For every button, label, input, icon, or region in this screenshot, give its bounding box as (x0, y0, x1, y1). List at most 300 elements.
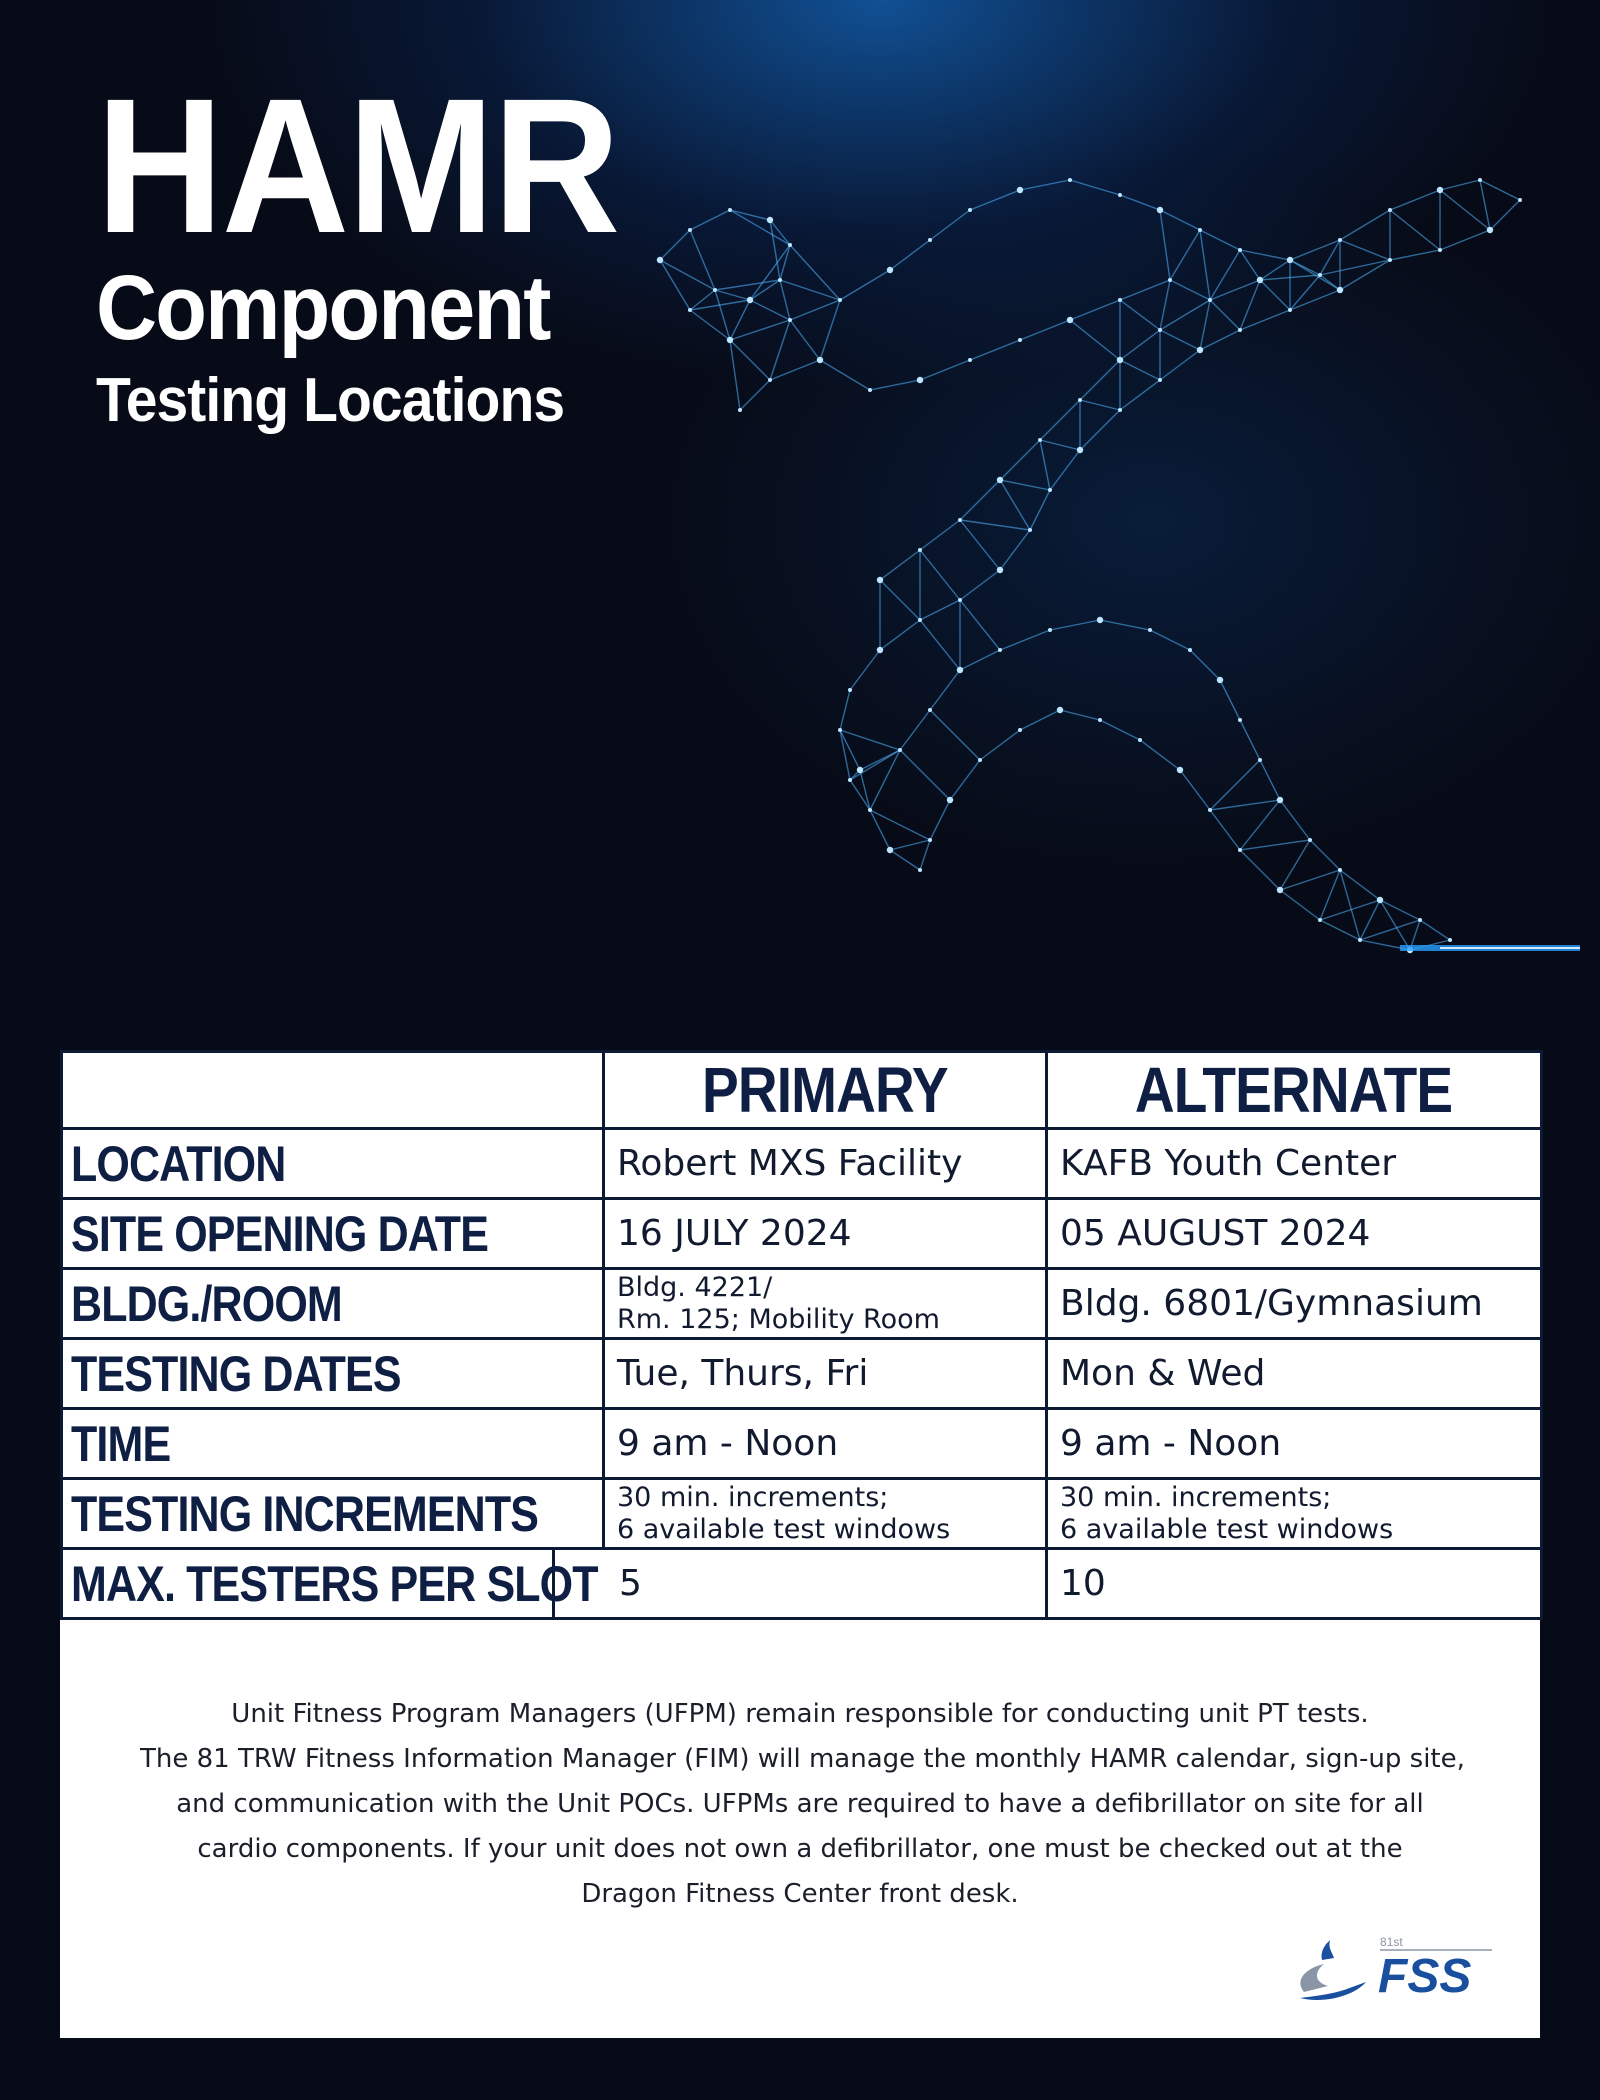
runner-mesh-node (1388, 258, 1392, 262)
runner-mesh-line (1020, 710, 1060, 730)
runner-mesh-node (958, 518, 962, 522)
runner-mesh-line (1280, 800, 1310, 840)
runner-mesh-line (1040, 440, 1080, 450)
runner-mesh-node (877, 647, 883, 653)
runner-mesh-line (960, 570, 1000, 600)
runner-mesh-node (838, 728, 842, 732)
runner-mesh-line (1280, 840, 1310, 890)
runner-mesh-node (1078, 398, 1082, 402)
table-row (62, 1549, 1542, 1619)
runner-mesh-node (1177, 767, 1183, 773)
runner-mesh-node (768, 378, 772, 382)
runner-mesh-line (1420, 920, 1450, 940)
runner-mesh-line (960, 600, 1000, 650)
runner-mesh-line (1120, 300, 1160, 330)
runner-mesh-line (930, 210, 970, 240)
primary-time: 9 am - Noon (604, 1409, 1047, 1479)
runner-mesh-line (1160, 210, 1170, 280)
runner-mesh-line (1060, 710, 1100, 720)
runner-mesh-line (960, 520, 1000, 570)
runner-mesh-node (778, 278, 782, 282)
runner-mesh-line (790, 320, 820, 360)
runner-mesh-line (660, 230, 690, 260)
alternate-increments (1047, 1479, 1542, 1549)
runner-mesh-node (968, 358, 972, 362)
runner-mesh-line (1290, 290, 1340, 310)
runner-mesh-node (1198, 228, 1202, 232)
runner-mesh-node (1258, 758, 1262, 762)
runner-mesh-line (1260, 760, 1280, 800)
runner-mesh-node (1097, 617, 1103, 623)
runner-mesh-line (930, 710, 980, 760)
runner-mesh-node (1158, 328, 1162, 332)
runner-mesh-line (690, 310, 730, 340)
runner-mesh-node (1048, 488, 1052, 492)
notice-line-3: and communication with the Unit POCs. UFPMs are required to have a defibrillator on site for all (176, 1789, 1424, 1819)
runner-mesh-line (770, 320, 790, 380)
runner-mesh-line (1160, 330, 1200, 350)
runner-mesh-node (1208, 298, 1212, 302)
runner-mesh-node (868, 808, 872, 812)
runner-mesh-node (1438, 248, 1442, 252)
runner-mesh-line (1000, 440, 1040, 480)
runner-mesh-node (1118, 298, 1122, 302)
runner-mesh-line (1160, 280, 1170, 330)
runner-mesh-line (980, 730, 1020, 760)
table-row (62, 1269, 1542, 1339)
runner-mesh-line (1340, 870, 1380, 900)
alternate-opening-date: 05 AUGUST 2024 (1047, 1199, 1542, 1269)
runner-mesh-node (713, 288, 717, 292)
primary-opening-date: 16 JULY 2024 (604, 1199, 1047, 1269)
runner-mesh-node (688, 308, 692, 312)
runner-mesh-node (1098, 718, 1102, 722)
primary-max-testers-value: 5 (619, 1563, 642, 1604)
primary-testing-dates: Tue, Thurs, Fri (604, 1339, 1047, 1409)
runner-mesh-node (968, 208, 972, 212)
column-header-primary: PRIMARY (604, 1052, 1047, 1129)
runner-mesh-line (960, 480, 1000, 520)
runner-mesh-line (950, 760, 980, 800)
runner-mesh-node (918, 548, 922, 552)
runner-mesh-line (1390, 190, 1440, 210)
runner-mesh-node (1418, 918, 1422, 922)
runner-mesh-line (1020, 320, 1070, 340)
info-card (60, 1050, 1540, 2038)
runner-mesh-node (1077, 447, 1083, 453)
runner-mesh-line (1440, 180, 1480, 190)
runner-mesh-line (840, 730, 850, 780)
runner-mesh-node (917, 377, 923, 383)
runner-mesh-line (1290, 260, 1320, 275)
runner-mesh-line (1000, 530, 1030, 570)
runner-mesh-line (1080, 410, 1120, 450)
primary-bldg-line1: Bldg. 4221/ (617, 1272, 773, 1304)
runner-mesh-line (1240, 850, 1280, 890)
title-component: Component (96, 257, 550, 359)
runner-mesh-line (920, 600, 960, 620)
row-label-bldg-room: BLDG./ROOM (62, 1269, 604, 1339)
runner-mesh-line (790, 300, 840, 320)
runner-mesh-line (1340, 240, 1390, 260)
runner-mesh-line (1210, 760, 1260, 810)
runner-mesh-line (1120, 330, 1160, 360)
table-corner-cell (62, 1052, 604, 1129)
runner-mesh-line (1070, 320, 1120, 360)
runner-mesh-node (1118, 193, 1122, 197)
runner-mesh-line (1070, 300, 1120, 320)
runner-mesh-line (870, 380, 920, 390)
runner-mesh-line (860, 770, 870, 810)
fss-logo (1284, 1930, 1504, 2010)
runner-mesh-node (1238, 848, 1242, 852)
table-row (62, 1199, 1542, 1269)
runner-mesh-line (1170, 280, 1210, 300)
runner-mesh-line (1120, 360, 1160, 380)
runner-mesh-node (1277, 797, 1283, 803)
runner-mesh-node (1028, 528, 1032, 532)
runner-mesh-node (857, 767, 863, 773)
runner-mesh-line (1080, 360, 1120, 400)
runner-mesh-line (690, 230, 715, 290)
runner-mesh-line (1200, 300, 1210, 350)
runner-mesh-node (1158, 378, 1162, 382)
runner-mesh-node (1157, 207, 1163, 213)
runner-mesh-line (1290, 240, 1340, 260)
runner-mesh-node (1238, 248, 1242, 252)
runner-mesh-line (1240, 720, 1260, 760)
runner-mesh-node (1518, 198, 1522, 202)
runner-mesh-node (1217, 677, 1223, 683)
runner-mesh-node (1197, 347, 1203, 353)
runner-mesh-node (788, 318, 792, 322)
primary-increments (604, 1479, 1047, 1549)
alternate-increments-line1: 30 min. increments; (1060, 1482, 1332, 1514)
runner-mesh-line (1320, 240, 1340, 275)
runner-mesh-node (1338, 868, 1342, 872)
runner-mesh-line (1320, 870, 1340, 920)
runner-mesh-line (930, 800, 950, 840)
runner-mesh-line (970, 190, 1020, 210)
runner-mesh-line (715, 290, 730, 340)
runner-mesh-node (887, 267, 893, 273)
primary-increments-line1: 30 min. increments; (617, 1482, 889, 1514)
runner-mesh-line (1210, 810, 1240, 850)
runner-mesh-line (1030, 490, 1050, 530)
runner-mesh-line (1040, 400, 1080, 440)
row-label-location: LOCATION (62, 1129, 604, 1199)
runner-mesh-line (820, 360, 870, 390)
runner-mesh-line (1120, 195, 1160, 210)
runner-mesh-node (887, 847, 893, 853)
runner-mesh-line (1320, 920, 1360, 940)
runner-mesh-line (850, 650, 880, 690)
runner-mesh-node (877, 577, 883, 583)
runner-mesh-line (1260, 280, 1290, 310)
notice-line-5: Dragon Fitness Center front desk. (581, 1879, 1019, 1909)
runner-mesh-line (715, 290, 750, 300)
runner-mesh-line (780, 245, 790, 280)
runner-mesh-node (1067, 317, 1073, 323)
runner-mesh-line (840, 270, 890, 300)
runner-mesh-line (880, 620, 920, 650)
runner-mesh-node (1018, 338, 1022, 342)
runner-mesh-line (1050, 450, 1080, 490)
runner-mesh-node (957, 667, 963, 673)
runner-mesh-line (920, 620, 960, 670)
runner-mesh-line (750, 245, 790, 300)
runner-mesh-line (1280, 870, 1340, 890)
runner-mesh-node (1338, 238, 1342, 242)
runner-mesh-node (947, 797, 953, 803)
runner-mesh-line (880, 580, 920, 620)
runner-mesh-line (1160, 300, 1210, 330)
row-label-testing-dates: TESTING DATES (62, 1339, 604, 1409)
runner-mesh-node (1168, 278, 1172, 282)
runner-mesh-line (1000, 480, 1050, 490)
runner-mesh-node (998, 648, 1002, 652)
runner-mesh-line (1340, 260, 1390, 290)
runner-mesh-node (1377, 897, 1383, 903)
runner-mesh-node (1277, 887, 1283, 893)
runner-mesh-line (1240, 840, 1310, 850)
runner-mesh-line (1200, 230, 1240, 250)
primary-bldg-line2: Rm. 125; Mobility Room (617, 1303, 940, 1335)
runner-mesh-node (747, 297, 753, 303)
row-label-time: TIME (62, 1409, 604, 1479)
runner-mesh-node (767, 217, 773, 223)
runner-mesh-node (1448, 938, 1452, 942)
alternate-time: 9 am - Noon (1047, 1409, 1542, 1479)
runner-mesh-node (898, 748, 902, 752)
runner-mesh-line (900, 750, 950, 800)
runner-mesh-node (958, 598, 962, 602)
runner-mesh-line (920, 360, 970, 380)
runner-mesh-line (900, 710, 930, 750)
runner-mesh-line (1120, 280, 1170, 300)
primary-increments-line2: 6 available test windows (617, 1513, 951, 1545)
runner-mesh-node (1288, 308, 1292, 312)
runner-mesh-line (1490, 200, 1520, 230)
runner-mesh-node (1318, 273, 1322, 277)
runner-mesh-line (730, 210, 790, 245)
runner-mesh-node (1148, 628, 1152, 632)
runner-mesh-line (1210, 800, 1280, 810)
alternate-max-testers: 10 (1047, 1549, 1542, 1619)
runner-mesh-line (1240, 800, 1280, 850)
runner-mesh-node (1138, 738, 1142, 742)
primary-location: Robert MXS Facility (604, 1129, 1047, 1199)
runner-mesh-line (750, 300, 790, 320)
runner-mesh-line (960, 650, 1000, 670)
runner-mesh-line (1440, 230, 1490, 250)
runner-mesh-line (960, 520, 1030, 530)
runner-mesh-line (1240, 250, 1290, 260)
runner-mesh-line (730, 340, 770, 380)
runner-mesh-node (1238, 718, 1242, 722)
table-row (62, 1339, 1542, 1409)
primary-bldg-room (604, 1269, 1047, 1339)
runner-mesh-node (688, 228, 692, 232)
runner-mesh-line (1320, 260, 1390, 275)
runner-mesh-node (997, 477, 1003, 483)
runner-mesh-line (1180, 770, 1210, 810)
runner-mesh-node (1117, 357, 1123, 363)
runner-mesh-line (1220, 680, 1240, 720)
runner-mesh-line (930, 670, 960, 710)
runner-mesh-node (838, 298, 842, 302)
notice-line-4: cardio components. If your unit does not own a defibrillator, one must be checked out at the (197, 1834, 1403, 1864)
runner-mesh-line (1080, 400, 1120, 410)
runner-mesh-line (1160, 210, 1200, 230)
runner-mesh-line (1210, 250, 1240, 300)
runner-mesh-node (1257, 277, 1263, 283)
runner-mesh-line (730, 210, 770, 220)
runner-mesh-line (1050, 620, 1100, 630)
runner-mesh-node (1068, 178, 1072, 182)
runner-mesh-node (1358, 938, 1362, 942)
primary-max-testers (554, 1549, 1047, 1619)
runner-mesh-node (738, 408, 742, 412)
runner-mesh-node (1318, 918, 1322, 922)
row-label-testing-increments: TESTING INCREMENTS (62, 1479, 604, 1549)
runner-mesh-line (840, 690, 850, 730)
runner-mesh-line (890, 850, 920, 870)
runner-mesh-line (920, 840, 930, 870)
runner-mesh-line (1390, 210, 1440, 250)
logo-superscript: 81st (1380, 1935, 1403, 1949)
runner-mesh-node (868, 388, 872, 392)
runner-mesh-line (1200, 230, 1210, 300)
runner-mesh-node (728, 208, 732, 212)
table-row (62, 1479, 1542, 1549)
runner-mesh-node (918, 868, 922, 872)
alternate-increments-line2: 6 available test windows (1060, 1513, 1394, 1545)
runner-mesh-node (928, 708, 932, 712)
runner-mesh-node (1308, 838, 1312, 842)
runner-mesh-line (1070, 180, 1120, 195)
runner-mesh-node (1208, 808, 1212, 812)
runner-mesh-line (870, 810, 930, 840)
runner-mesh-line (690, 210, 730, 230)
runner-mesh-line (740, 380, 770, 410)
row-label-site-opening-date: SITE OPENING DATE (62, 1199, 604, 1269)
runner-mesh-node (1337, 287, 1343, 293)
runner-mesh-node (848, 778, 852, 782)
runner-mesh-node (1437, 187, 1443, 193)
title-testing-locations: Testing Locations (96, 366, 565, 435)
table-row (62, 1409, 1542, 1479)
alternate-bldg-room: Bldg. 6801/Gymnasium (1047, 1269, 1542, 1339)
runner-mesh-line (890, 840, 930, 850)
runner-mesh-node (657, 257, 663, 263)
runner-mesh-node (727, 337, 733, 343)
runner-mesh-line (715, 280, 780, 290)
runner-mesh-line (1210, 300, 1240, 330)
runner-illustration (620, 150, 1580, 970)
runner-mesh-node (1018, 728, 1022, 732)
runner-mesh-line (880, 550, 920, 580)
logo-name: FSS (1378, 1950, 1472, 2003)
runner-mesh-node (1478, 178, 1482, 182)
runner-mesh-node (1188, 648, 1192, 652)
runner-mesh-line (1240, 250, 1260, 280)
runner-mesh-line (1310, 840, 1340, 870)
runner-mesh-node (928, 838, 932, 842)
runner-mesh-node (978, 758, 982, 762)
runner-mesh-line (970, 340, 1020, 360)
runner-mesh-node (817, 357, 823, 363)
runner-mesh-line (1480, 180, 1520, 200)
alternate-location: KAFB Youth Center (1047, 1129, 1542, 1199)
runner-mesh-line (730, 340, 740, 410)
runner-mesh-line (1260, 260, 1290, 280)
runner-mesh-line (920, 550, 960, 600)
notice-line-1: Unit Fitness Program Managers (UFPM) remain responsible for conducting unit PT tests. (231, 1699, 1369, 1729)
runner-mesh-line (770, 360, 820, 380)
runner-mesh-node (1057, 707, 1063, 713)
runner-mesh-node (1038, 438, 1042, 442)
runner-mesh-line (1170, 230, 1200, 280)
runner-mesh-line (1020, 180, 1070, 190)
runner-mesh-line (1160, 350, 1200, 380)
runner-mesh-node (848, 688, 852, 692)
runner-mesh-line (1140, 740, 1180, 770)
runner-mesh-line (1150, 630, 1190, 650)
runner-mesh-node (918, 618, 922, 622)
runner-mesh-line (850, 780, 870, 810)
runner-mesh-node (1388, 208, 1392, 212)
alternate-testing-dates: Mon & Wed (1047, 1339, 1542, 1409)
runner-mesh-line (890, 240, 930, 270)
runner-mesh-node (928, 238, 932, 242)
runner-mesh-node (1048, 628, 1052, 632)
runner-mesh-line (1040, 440, 1050, 490)
runner-mesh-line (1000, 480, 1030, 530)
runner-mesh-node (997, 567, 1003, 573)
runner-mesh-line (1340, 870, 1360, 940)
runner-mesh-line (1200, 330, 1240, 350)
runner-mesh-line (1120, 380, 1160, 410)
notice-text (140, 1692, 1465, 1917)
notice-line-2: The 81 TRW Fitness Information Manager (FIM) will manage the monthly HAMR calendar, sign-up site, (140, 1744, 1465, 1774)
title-hamr: HAMR (96, 58, 619, 273)
runner-mesh-line (1280, 890, 1320, 920)
runner-mesh-line (1100, 620, 1150, 630)
runner-mesh-line (1000, 630, 1050, 650)
table-row (62, 1129, 1542, 1199)
runner-mesh-node (788, 243, 792, 247)
runner-mesh-node (1287, 257, 1293, 263)
column-header-alternate: ALTERNATE (1047, 1052, 1542, 1129)
runner-mesh-line (820, 300, 840, 360)
runner-mesh-node (1487, 227, 1493, 233)
row-label-max-testers: MAX. TESTERS PER SLOT (62, 1549, 554, 1619)
runner-mesh-node (1238, 328, 1242, 332)
runner-mesh-line (1340, 210, 1390, 240)
runner-mesh-line (780, 280, 790, 320)
runner-mesh-line (920, 520, 960, 550)
testing-locations-table (60, 1050, 1543, 1620)
runner-mesh-line (1390, 250, 1440, 260)
runner-mesh-line (870, 810, 890, 850)
runner-mesh-line (1100, 720, 1140, 740)
runner-mesh-node (1017, 187, 1023, 193)
runner-mesh-line (1190, 650, 1220, 680)
table-header-row (62, 1052, 1542, 1129)
runner-mesh-node (1118, 408, 1122, 412)
runner-mesh-line (1320, 275, 1340, 290)
